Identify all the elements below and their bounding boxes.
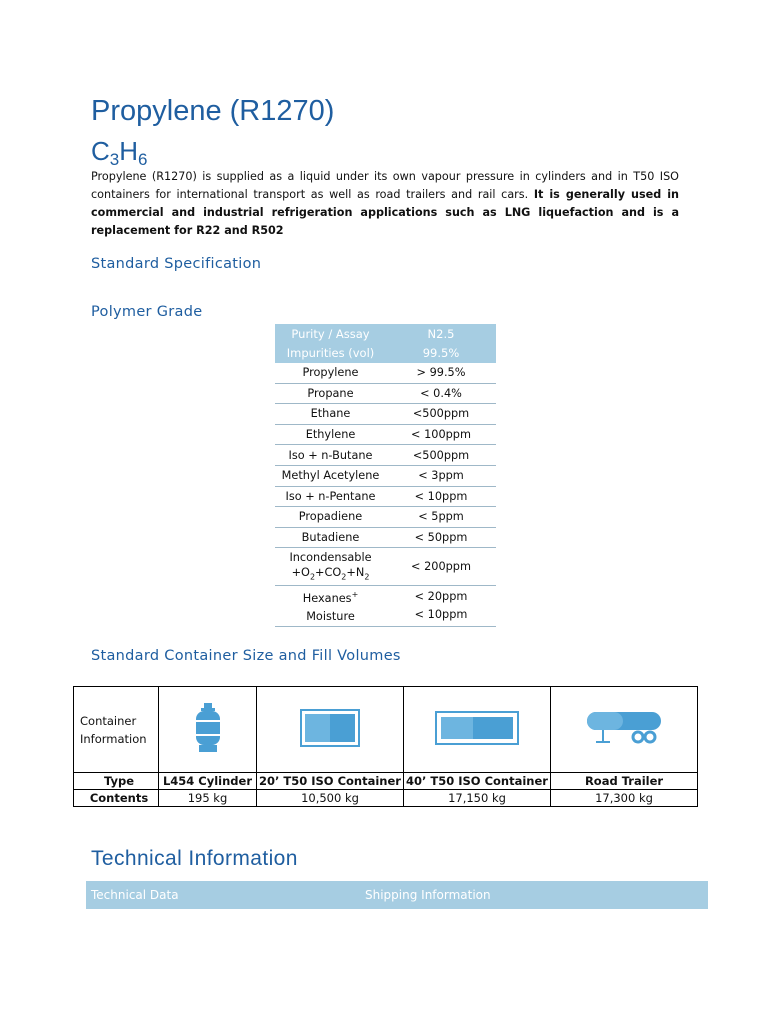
iso-20-cell <box>257 687 404 773</box>
spec-name: Propadiene <box>275 507 386 528</box>
road-trailer-icon <box>586 711 662 745</box>
spec-name: Ethylene <box>275 424 386 445</box>
spec-row-hexanes-moisture <box>275 586 496 627</box>
container-contents: 195 kg <box>159 790 257 807</box>
spec-header-row <box>275 324 496 344</box>
container-type: L454 Cylinder <box>159 773 257 790</box>
spec-value: < 10ppm <box>386 486 496 507</box>
spec-value: < 0.4% <box>386 383 496 404</box>
spec-header-row <box>275 344 496 364</box>
spec-row <box>275 445 496 466</box>
spec-value: < 100ppm <box>386 424 496 445</box>
contents-label: Contents <box>74 790 159 807</box>
formula-c: C <box>91 136 110 166</box>
technical-info-bar <box>86 881 708 909</box>
moisture-value: < 10ppm <box>414 608 468 622</box>
polymer-grade-heading: Polymer Grade <box>91 304 203 320</box>
container-sizes-heading: Standard Container Size and Fill Volumes <box>91 648 401 664</box>
incondensable-gases: $+O_2+CO_2+N_2$ <box>291 565 370 581</box>
container-type-row <box>74 773 698 790</box>
incondensable-label: Incondensable <box>289 550 372 564</box>
intro-text: Propylene (R1270) is supplied as a liquid under its own vapour pressure in cylinders and in T50 ISO containers for international transport as well as road trailers and rail cars. <box>91 170 679 201</box>
type-label: Type <box>74 773 159 790</box>
container-type: 40’ T50 ISO Container <box>404 773 551 790</box>
hexanes-value: < 20ppm <box>414 590 468 604</box>
spec-row <box>275 424 496 445</box>
spec-value: < 5ppm <box>386 507 496 528</box>
formula-h-sub: 6 <box>138 150 148 169</box>
intro-bold-text: It is generally used in commercial and industrial refrigeration applications such as LNG liquefaction and is a replacement for R22 and R502 <box>91 188 679 237</box>
spec-row <box>275 363 496 383</box>
spec-table <box>275 324 496 627</box>
formula-c-sub: 3 <box>109 150 120 169</box>
road-trailer-cell <box>551 687 698 773</box>
spec-header-value: N2.5 <box>386 324 496 344</box>
spec-value <box>386 586 496 627</box>
chemical-formula <box>91 136 148 170</box>
container-icon-row <box>74 687 698 773</box>
gas-cylinder-icon <box>195 703 221 753</box>
spec-header-label: Impurities (vol) <box>275 344 386 364</box>
spec-header-label: Purity / Assay <box>275 324 386 344</box>
shipping-information-label: Shipping Information <box>365 888 491 902</box>
container-contents: 17,300 kg <box>551 790 698 807</box>
spec-value: < 50ppm <box>386 527 496 548</box>
spec-name: Iso + n-Butane <box>275 445 386 466</box>
spec-row <box>275 465 496 486</box>
spec-row <box>275 404 496 425</box>
moisture-label: Moisture <box>306 610 355 624</box>
container-table <box>73 686 698 807</box>
iso-container-40-icon <box>435 711 519 745</box>
page-title: Propylene (R1270) <box>91 95 335 127</box>
spec-value: <500ppm <box>386 404 496 425</box>
spec-name <box>275 548 386 586</box>
spec-name: Methyl Acetylene <box>275 465 386 486</box>
container-contents: 10,500 kg <box>257 790 404 807</box>
iso-container-20-icon <box>300 709 360 747</box>
technical-information-heading: Technical Information <box>91 847 298 870</box>
formula-h: H <box>119 136 139 166</box>
spec-name <box>275 586 386 627</box>
container-contents-row <box>74 790 698 807</box>
spec-value: < 200ppm <box>386 548 496 586</box>
container-info-label: Container Information <box>74 687 159 773</box>
spec-name: Ethane <box>275 404 386 425</box>
spec-name: Propane <box>275 383 386 404</box>
spec-name: Butadiene <box>275 527 386 548</box>
spec-value: < 3ppm <box>386 465 496 486</box>
spec-row <box>275 383 496 404</box>
technical-data-label: Technical Data <box>91 888 179 902</box>
spec-name: Propylene <box>275 363 386 383</box>
container-type: 20’ T50 ISO Container <box>257 773 404 790</box>
container-contents: 17,150 kg <box>404 790 551 807</box>
spec-row <box>275 527 496 548</box>
standard-specification-heading: Standard Specification <box>91 256 262 272</box>
container-type: Road Trailer <box>551 773 698 790</box>
cylinder-cell <box>159 687 257 773</box>
iso-40-cell <box>404 687 551 773</box>
spec-row <box>275 486 496 507</box>
spec-value: > 99.5% <box>386 363 496 383</box>
spec-value: <500ppm <box>386 445 496 466</box>
intro-paragraph <box>91 168 679 240</box>
spec-row <box>275 507 496 528</box>
spec-row-incondensable <box>275 548 496 586</box>
hexanes-label: Hexanes+ <box>302 590 359 606</box>
spec-name: Iso + n-Pentane <box>275 486 386 507</box>
spec-header-value: 99.5% <box>386 344 496 364</box>
